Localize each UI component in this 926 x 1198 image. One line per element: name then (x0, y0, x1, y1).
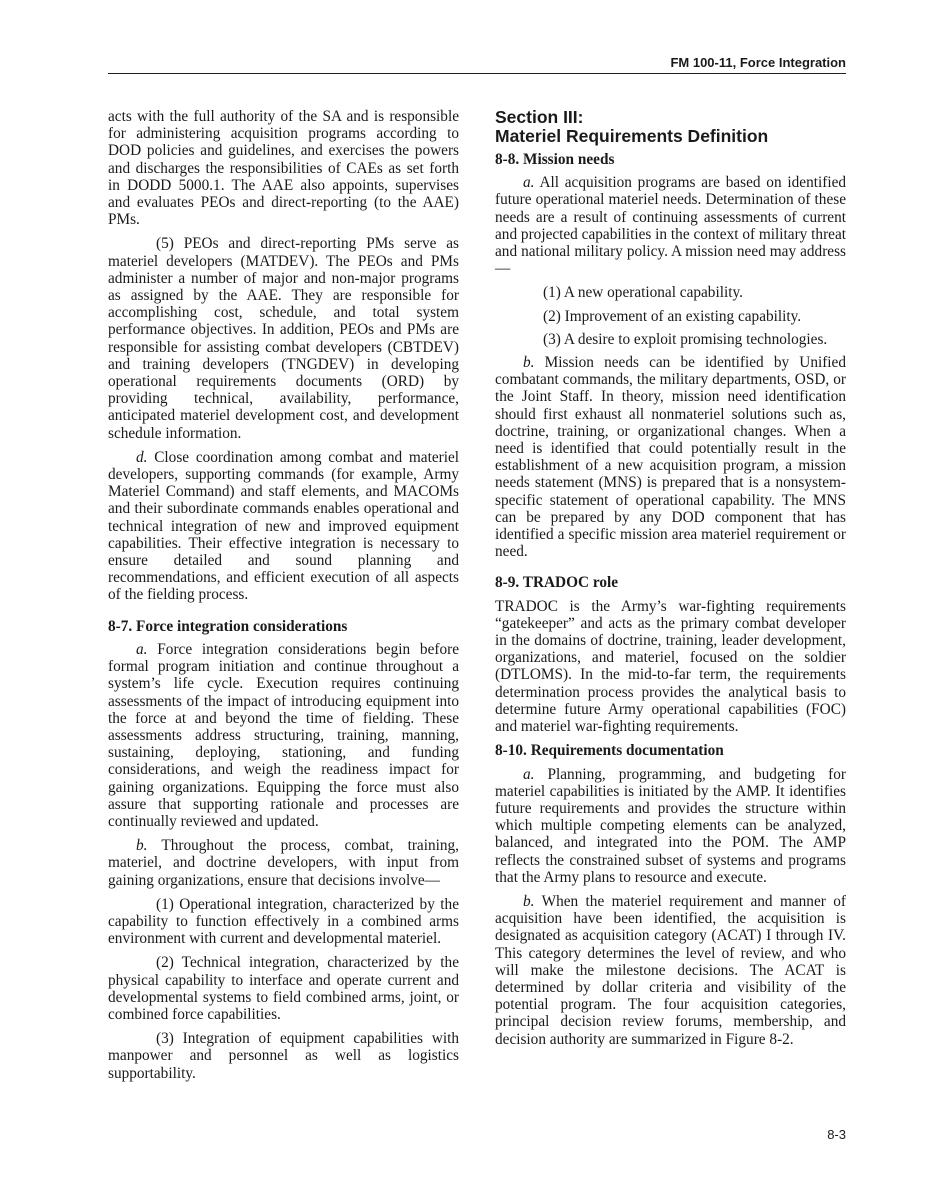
paragraph-marker: b. (523, 892, 535, 910)
left-column (108, 108, 459, 1089)
section-title-line-2: Materiel Requirements Definition (495, 125, 769, 146)
paragraph (495, 174, 846, 277)
section-heading: 8-8. Mission needs (495, 151, 615, 168)
page-number: 8-3 (827, 1127, 846, 1142)
section-title-line-1: Section III: (495, 107, 584, 127)
paragraph-text: When the materiel requirement and manner of acquisition have been identified, the acquisition is designated as acquisition category (ACAT) I through IV. This category determines the level of review, and who will make the milestone decisions. The ACAT is determined by dollar criteria and visibility of the potential program. The four acquisition categories, principal decision review forums, membership, and decision authority are summarized in Figure 8-2. (495, 892, 846, 1048)
list-item: (2) Improvement of an existing capability. (543, 307, 802, 325)
paragraph-text: Mission needs can be identified by Unified combatant commands, the military departments, OSD, or the Joint Staff. In theory, mission need identification should first exhaust all nonmateriel solutions such as, doctrine, training, or organizational changes. When a need is identified that could potentially result in the establishment of a new acquisition program, a mission needs statement (MNS) is prepared that is a nonsystem-specific statement of operational capability. The MNS can be prepared by any DOD component that has identified a specific mission area materiel requirement or need. (495, 354, 846, 561)
paragraph-text: Force integration considerations begin before formal program initiation and continue throughout a system’s life cycle. Execution requires continuing assessments of the impact of introducing equipment into the force at and beyond the time of fielding. These assessments address structuring, training, manning, sustaining, deploying, stationing, and funding considerations, and weigh the readiness impact for gaining organizations. Equipping the force must also assure that supporting rationale and processes are continually reviewed and updated. (108, 640, 459, 830)
section-heading: 8-10. Requirements documentation (495, 742, 724, 760)
paragraph-text: All acquisition programs are based on identified future operational materiel needs. Determination of these needs are a result of continuing assessments of current and projected capabilities in the context of military threat and national military policy. A mission need may address— (495, 174, 847, 278)
paragraph (495, 354, 846, 560)
paragraph-text: Planning, programming, and budgeting for materiel capabilities is initiated by the AMP. It identifies future requirements and provides the structure within which multiple competing elements can be analyzed, balanced, and integrated into the POM. The AMP reflects the constrained subset of systems and programs that the Army plans to resource and execute. (495, 765, 846, 886)
paragraph-marker: a. (136, 640, 148, 658)
section-title (495, 108, 846, 145)
paragraph (495, 766, 846, 886)
paragraph: (1) Operational integration, characterized by the capability to function effectively in a combined arms environment with current and developmental materiel. (108, 895, 459, 948)
paragraph: (3) Integration of equipment capabilities with manpower and personnel as well as logistics supportability. (108, 1030, 459, 1082)
paragraph-marker: d. (136, 448, 148, 466)
paragraph-marker: a. (523, 765, 535, 783)
paragraph-marker: b. (523, 354, 535, 372)
section-heading: 8-7. Force integration considerations (108, 617, 348, 635)
paragraph: (5) PEOs and direct-reporting PMs serve as materiel developers (MATDEV). The PEOs and PMs administer a number of major and non-major programs as assigned by the AAE. They are responsible for accomplishing cost, schedule, and total system performance objectives. In addition, PEOs and PMs are responsible for assisting combat developers (CBTDEV) and training developers (TNGDEV) in developing operational requirements documents (ORD) by providing technical, availability, performance, anticipated materiel development cost, and development schedule information. (108, 235, 459, 442)
right-column (495, 108, 846, 1055)
paragraph: acts with the full authority of the SA and is responsible for administering acquisition programs according to DOD policies and guidelines, and exercises the powers and discharges the responsibilities of CAEs as set forth in DODD 5000.1. The AAE also appoints, supervises and evaluates PEOs and direct-reporting (to the AAE) PMs. (108, 108, 459, 229)
running-header: FM 100-11, Force Integration (670, 55, 846, 70)
header-rule (108, 73, 846, 74)
paragraph (108, 641, 459, 830)
paragraph: TRADOC is the Army’s war-fighting requirements “gatekeeper” and acts as the primary combat developer in the domains of doctrine, training, leader development, organizations, and materiel, focused on the soldier (DTLOMS). In the mid-to-far term, the requirements determination process provides the analytical basis to determine future Army operational capabilities (FOC) and materiel war-fighting requirements. (495, 597, 846, 736)
paragraph-marker: b. (136, 837, 148, 855)
paragraph-text: Throughout the process, combat, training, materiel, and doctrine developers, with input from gaining organizations, ensure that decisions involve— (108, 837, 459, 889)
paragraph: (2) Technical integration, characterized by the physical capability to interface and operate current and developmental systems to field combined arms, joint, or combined force capabilities. (108, 954, 459, 1023)
paragraph (108, 449, 459, 604)
paragraph-text: Close coordination among combat and materiel developers, supporting commands (for example, Army Materiel Command) and staff elements, and MACOMs and their subordinate commands enables operational and technical integration of new and improved equipment capabilities. Their effective integration is necessary to ensure detailed and sound planning and recommendations, and efficient execution of all aspects of the fielding process. (108, 448, 459, 604)
paragraph (108, 837, 459, 889)
paragraph-marker: a. (523, 174, 535, 192)
paragraph (495, 893, 846, 1048)
list-item: (1) A new operational capability. (543, 284, 743, 302)
section-heading: 8-9. TRADOC role (495, 574, 619, 592)
list-item: (3) A desire to exploit promising technologies. (543, 330, 828, 348)
